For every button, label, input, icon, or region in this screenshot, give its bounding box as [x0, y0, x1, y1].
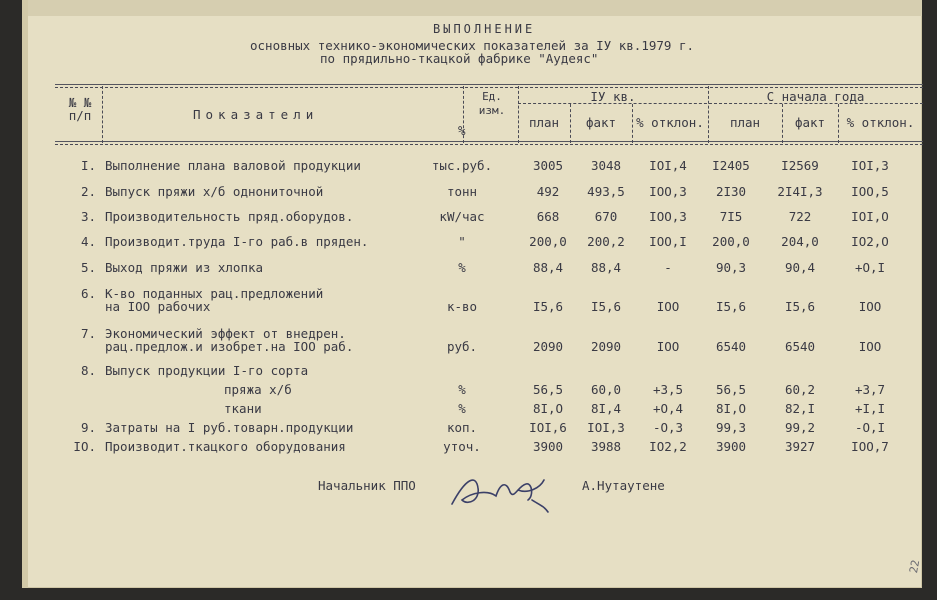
row-cell-y-plan: 7I5	[719, 209, 743, 224]
row-cell-y-dev: IOO,7	[851, 439, 889, 454]
row-cell-y-plan: 2I30	[715, 184, 747, 199]
row-cell-y-plan: I2405	[712, 158, 750, 173]
row-cell-q-fact: 8I,4	[590, 401, 622, 416]
row-cell-y-plan: 99,3	[715, 420, 747, 435]
row-unit: %	[458, 382, 466, 397]
row-indicator: Экономический эффект от внедрен.	[105, 326, 346, 341]
row-cell-y-plan: 200,0	[712, 234, 750, 249]
row-indicator: пряжа х/б	[224, 382, 292, 397]
header-ytd: С начала года	[766, 89, 865, 104]
header-q-dev: % отклон.	[636, 115, 704, 130]
row-cell-y-fact: 99,2	[784, 420, 816, 435]
row-cell-y-fact: 3927	[784, 439, 816, 454]
header-num: № № п/п	[68, 95, 92, 123]
row-cell-q-fact: 493,5	[587, 184, 625, 199]
row-cell-q-fact: 60,0	[590, 382, 622, 397]
row-indicator: Производит.ткацкого оборудования	[105, 439, 346, 454]
header-q-fact: факт	[585, 115, 617, 130]
row-unit: тонн	[446, 184, 478, 199]
row-cell-q-dev: IO2,2	[649, 439, 687, 454]
row-cell-q-plan: I5,6	[532, 299, 564, 314]
row-indicator: ткани	[224, 401, 262, 416]
row-cell-q-plan: 88,4	[532, 260, 564, 275]
row-cell-y-plan: 3900	[715, 439, 747, 454]
table-top-rule	[55, 84, 923, 85]
row-cell-q-dev: +O,4	[652, 401, 684, 416]
row-cell-y-plan: I5,6	[715, 299, 747, 314]
row-indicator: Производит.труда I-го раб.в пряден.	[105, 234, 369, 249]
doc-subtitle-1: основных технико-экономических показателей за IУ кв.1979 г.	[250, 38, 695, 53]
row-cell-q-fact: 88,4	[590, 260, 622, 275]
row-number: 5.	[80, 260, 96, 275]
row-indicator: Выполнение плана валовой продукции	[105, 158, 361, 173]
row-unit: %	[458, 401, 466, 416]
header-indicator: Показатели	[193, 107, 319, 122]
row-cell-y-plan: 6540	[715, 339, 747, 354]
row-cell-y-dev: IOI,3	[851, 158, 889, 173]
row-cell-q-dev: IOO	[656, 299, 680, 314]
row-number: 3.	[80, 209, 96, 224]
row-cell-y-fact: I5,6	[784, 299, 816, 314]
row-cell-q-plan: 3005	[532, 158, 564, 173]
row-cell-q-dev: IOI,4	[649, 158, 687, 173]
row-cell-q-plan: 668	[536, 209, 560, 224]
row-indicator: Затраты на I руб.товарн.продукции	[105, 420, 354, 435]
row-cell-q-dev: -O,3	[652, 420, 684, 435]
row-cell-q-plan: 8I,O	[532, 401, 564, 416]
row-number: 7.	[80, 326, 96, 341]
row-cell-y-fact: 722	[788, 209, 812, 224]
row-cell-q-plan: 3900	[532, 439, 564, 454]
row-cell-q-fact: I5,6	[590, 299, 622, 314]
margin-page-number: 22	[906, 558, 922, 575]
row-cell-y-fact: 2I4I,3	[777, 184, 823, 199]
row-cell-q-plan: 2090	[532, 339, 564, 354]
row-unit: руб.	[446, 339, 478, 354]
row-unit: коп.	[446, 420, 478, 435]
row-unit: "	[458, 234, 466, 249]
row-cell-q-fact: 3988	[590, 439, 622, 454]
row-cell-q-dev: +3,5	[652, 382, 684, 397]
row-cell-q-dev: -	[664, 260, 672, 275]
row-number: I.	[80, 158, 96, 173]
row-cell-q-plan: 56,5	[532, 382, 564, 397]
row-cell-y-dev: +I,I	[854, 401, 886, 416]
row-number: 6.	[80, 286, 96, 301]
row-cell-y-fact: 6540	[784, 339, 816, 354]
row-number: 2.	[80, 184, 96, 199]
table-header-bottom-rule	[55, 141, 923, 142]
row-cell-y-dev: IOO	[858, 299, 882, 314]
row-cell-y-plan: 90,3	[715, 260, 747, 275]
row-cell-y-fact: 60,2	[784, 382, 816, 397]
page-top-band	[22, 0, 922, 16]
row-cell-q-dev: IOO,3	[649, 184, 687, 199]
header-y-fact: факт	[794, 115, 826, 130]
row-number: 9.	[80, 420, 96, 435]
row-cell-y-fact: 90,4	[784, 260, 816, 275]
row-number: IO.	[73, 439, 96, 454]
header-y-plan: план	[729, 115, 761, 130]
header-q4: IУ кв.	[590, 89, 636, 104]
row-unit: уточ.	[443, 439, 481, 454]
table-header-bottom-rule-2	[55, 144, 923, 145]
row-cell-q-fact: 670	[594, 209, 618, 224]
row-cell-y-dev: IOO	[858, 339, 882, 354]
row-unit: тыс.руб.	[431, 158, 493, 173]
header-percent-sign: %	[458, 123, 466, 138]
header-unit: Ед. изм.	[478, 90, 506, 117]
row-number: 4.	[80, 234, 96, 249]
signature	[448, 470, 558, 518]
row-unit: %	[458, 260, 466, 275]
row-indicator: Выпуск продукции I-го сорта	[105, 363, 309, 378]
row-cell-q-dev: IOO,3	[649, 209, 687, 224]
footer-name: А.Нутаутене	[582, 478, 665, 493]
page-binding-edge	[22, 0, 28, 588]
row-indicator: Производительность пряд.оборудов.	[105, 209, 354, 224]
col-divider-num	[102, 86, 103, 143]
row-cell-q-fact: 200,2	[587, 234, 625, 249]
header-y-dev: % отклон.	[846, 115, 915, 130]
row-unit: кW/час	[439, 209, 485, 224]
row-cell-q-plan: IOI,6	[529, 420, 567, 435]
row-cell-y-fact: I2569	[781, 158, 819, 173]
row-cell-q-fact: IOI,3	[587, 420, 625, 435]
row-cell-y-fact: 82,I	[784, 401, 816, 416]
row-cell-y-dev: IO2,O	[851, 234, 889, 249]
row-indicator: Выпуск пряжи х/б однониточной	[105, 184, 324, 199]
row-number: 8.	[80, 363, 96, 378]
row-cell-y-dev: IOO,5	[851, 184, 889, 199]
row-cell-y-dev: IOI,O	[851, 209, 889, 224]
row-cell-q-dev: IOO	[656, 339, 680, 354]
row-cell-q-fact: 3048	[590, 158, 622, 173]
row-cell-y-dev: -O,I	[854, 420, 886, 435]
table-top-rule-2	[55, 87, 923, 88]
header-q-plan: план	[528, 115, 560, 130]
row-unit: к-во	[446, 299, 478, 314]
row-cell-q-dev: IOO,I	[649, 234, 687, 249]
row-indicator: К-во поданных рац.предложений	[105, 286, 324, 301]
row-cell-y-plan: 56,5	[715, 382, 747, 397]
row-cell-q-plan: 200,0	[529, 234, 567, 249]
row-indicator: Выход пряжи из хлопка	[105, 260, 264, 275]
row-indicator-cont: на IOO рабочих	[105, 299, 211, 314]
footer-position: Начальник ППО	[318, 478, 416, 493]
doc-subtitle-2: по прядильно-ткацкой фабрике "Аудеяс"	[320, 51, 599, 66]
row-cell-y-dev: +O,I	[854, 260, 886, 275]
row-cell-y-dev: +3,7	[854, 382, 886, 397]
row-cell-q-plan: 492	[536, 184, 560, 199]
doc-title: ВЫПОЛНЕНИЕ	[433, 22, 536, 36]
row-cell-q-fact: 2090	[590, 339, 622, 354]
row-indicator-cont: рац.предлож.и изобрет.на IOO раб.	[105, 339, 354, 354]
row-cell-y-fact: 204,0	[781, 234, 819, 249]
row-cell-y-plan: 8I,O	[715, 401, 747, 416]
